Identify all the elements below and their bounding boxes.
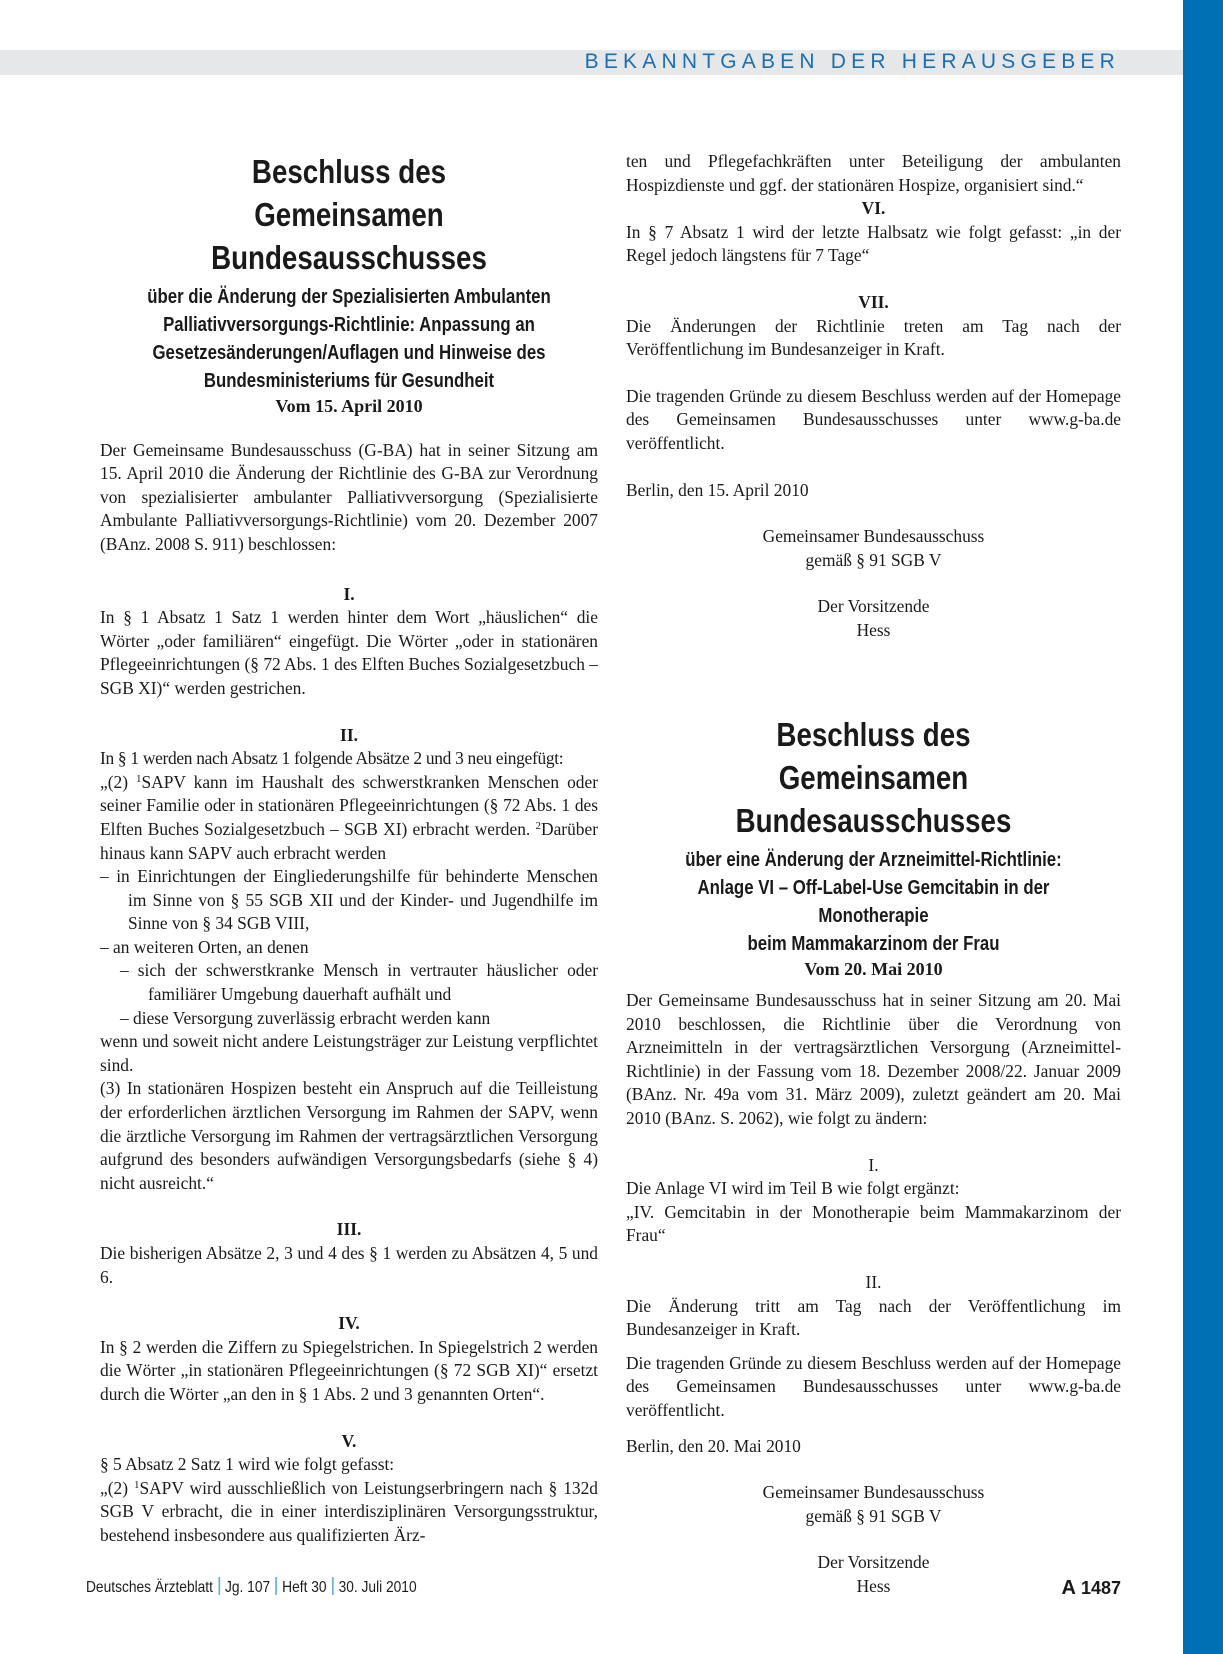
signature-name: Hess — [856, 619, 891, 640]
article1-subtitle-line: Gesetzesänderungen/Auflagen und Hinweise des — [152, 342, 546, 364]
right-column — [626, 150, 1121, 1599]
article2-subtitle-line: Anlage VI – Off-Label-Use Gemcitabin in der Monotherapie — [697, 876, 1050, 927]
article2-section-1-text: Die Anlage VI wird im Teil B wie folgt ergänzt: — [626, 1178, 960, 1199]
article1-section-5-text: „(2) $^1$SAPV wird ausschließlich von Leistungserbringern nach § 132d SGB V erbracht, die in einer interdisziplinären Versorgungsstruktur, bestehend insbesondere aus qualifizierten Ärz- — [100, 1477, 598, 1545]
article1-subdash-item: – sich der schwerstkranke Mensch in vertrauter häuslicher oder familiärer Umgebung dauerhaft aufhält und — [120, 960, 598, 1005]
article2-header — [626, 713, 1121, 958]
article1-dash-item: – an weiteren Orten, an denen — [100, 936, 309, 957]
article1-section-2-paragraph-2: „(2) $^1$SAPV kann im Haushalt des schwerstkranken Menschen oder seiner Familie oder in stationären Pflegeeinrichtungen (§ 72 Abs. 1 des Elften Buches Sozialgesetzbuch – SGB XI) erbracht werden. $^2$Darüber hinaus kann SAPV auch erbracht werden — [100, 771, 598, 863]
article1-title-line1: Beschluss des — [251, 153, 447, 190]
article1-section-6-text: In § 7 Absatz 1 wird der letzte Halbsatz wie folgt gefasst: „in der Regel jedoch längstens für 7 Tage“ — [626, 221, 1121, 266]
signature-role: Der Vorsitzende — [817, 1552, 930, 1573]
article1-section-3-text: Die bisherigen Absätze 2, 3 und 4 des § 1 werden zu Absätzen 4, 5 und 6. — [100, 1243, 598, 1287]
article1-signature — [626, 525, 1121, 642]
article2-section-1-heading: I. — [868, 1154, 879, 1175]
article2-subtitle — [626, 846, 1121, 958]
article2-title-line1: Beschluss des — [776, 715, 971, 753]
footer-citation — [86, 1573, 417, 1603]
article1-section-4-text: In § 2 werden die Ziffern zu Spiegelstrichen. In Spiegelstrich 2 werden die Wörter „in stationären Pflegeeinrichtungen (§ 72 SGB XI)“ ersetzt durch die Wörter „an den in § 1 Abs. 2 und 3 genannten Orten“. — [100, 1336, 598, 1404]
article1-intro: Der Gemeinsame Bundesausschuss (G-BA) hat in seiner Sitzung am 15. April 2010 die Änderung der Richtlinie des G-BA zur Verordnung von spezialisierter ambulanter Palliativversorgung (Spezialisierte Ambulante Palliativversorgungs-Richtlinie) vom 20. Dezember 2007 (BAnz. 2008 S. 911) beschlossen: — [100, 439, 598, 554]
signature-name: Hess — [856, 1575, 891, 1596]
article1-section-5-continuation: ten und Pflegefachkräften unter Beteiligung der ambulanten Hospizdienste und ggf. der stationären Hospize, organisiert sind.“ — [626, 151, 1121, 195]
article2-section-2-heading: II. — [865, 1272, 882, 1293]
article1-section-2-paragraph-3: (3) In stationären Hospizen besteht ein Anspruch auf die Teilleistung der erforderlichen ärztlichen Versorgung im Rahmen der SAPV, wenn die ärztliche Versorgung im Rahmen der vertragsärztlichen Versorgung aufgrund des besonders aufwändigen Versorgungsbedarfs (siehe § 4) nicht ausreicht.“ — [100, 1078, 598, 1193]
signature-role: Der Vorsitzende — [817, 596, 930, 617]
article1-subtitle-line: Palliativversorgungs-Richtlinie: Anpassung an — [163, 314, 535, 336]
article1-section-7-text: Die Änderungen der Richtlinie treten am Tag nach der Veröffentlichung im Bundesanzeiger in Kraft. — [626, 315, 1121, 360]
page-number: A 1487 — [1061, 1577, 1121, 1599]
article1-title-line2: Gemeinsamen Bundesausschusses — [211, 196, 487, 276]
article1-section-1-heading: I. — [343, 583, 355, 604]
footer-issue: Heft 30 — [282, 1579, 327, 1596]
page-footer — [86, 1573, 1121, 1603]
article2-date: Vom 20. Mai 2010 — [804, 958, 943, 979]
side-color-band — [1183, 0, 1223, 1654]
article2-reasons: Die tragenden Gründe zu diesem Beschluss werden auf der Homepage des Gemeinsamen Bundesausschusses unter www.g-ba.de veröffentlicht. — [626, 1352, 1121, 1420]
article2-intro: Der Gemeinsame Bundesausschuss hat in seiner Sitzung am 20. Mai 2010 beschlossen, die Richtlinie über die Verordnung von Arzneimitteln in der vertragsärztlichen Versorgung (Arzneimittel-Richtlinie) in der Fassung vom 18. Dezember 2008/22. Januar 2009 (BAnz. Nr. 49a vom 31. März 2009), zuletzt geändert am 20. Mai 2010 (BAnz. S. 2062), wie folgt zu ändern: — [626, 990, 1121, 1129]
article2-section-1-quote: „IV. Gemcitabin in der Monotherapie beim Mammakarzinom der Frau“ — [626, 1201, 1121, 1246]
article1-date: Vom 15. April 2010 — [275, 396, 423, 416]
footer-separator — [332, 1577, 334, 1595]
signature-legal-basis: gemäß § 91 SGB V — [805, 1505, 942, 1526]
article1-subdash-item: – diese Versorgung zuverlässig erbracht werden kann — [120, 1007, 491, 1028]
footer-date: 30. Juli 2010 — [338, 1579, 417, 1596]
article1-section-4-heading: IV. — [338, 1313, 360, 1334]
signature-legal-basis: gemäß § 91 SGB V — [805, 549, 942, 570]
article2-place-date: Berlin, den 20. Mai 2010 — [626, 1435, 801, 1456]
article1-section-5-heading: V. — [341, 1430, 357, 1451]
article1-place-date: Berlin, den 15. April 2010 — [626, 479, 809, 500]
article1-section-3-heading: III. — [336, 1219, 362, 1240]
article2-subtitle-line: beim Mammakarzinom der Frau — [747, 932, 1000, 955]
article2-subtitle-line: über eine Änderung der Arzneimittel-Richtlinie: — [685, 848, 1062, 871]
footer-journal: Deutsches Ärzteblatt — [86, 1579, 213, 1596]
article1-section-2-heading: II. — [340, 724, 358, 745]
article1-subtitle-line: Bundesministeriums für Gesundheit — [203, 370, 495, 392]
article1-section-2-intro: In § 1 werden nach Absatz 1 folgende Absätze 2 und 3 neu eingefügt: — [100, 748, 564, 769]
footer-volume: Jg. 107 — [224, 1579, 271, 1596]
left-column — [100, 150, 598, 1548]
article2-section-2-text: Die Änderung tritt am Tag nach der Veröffentlichung im Bundesanzeiger in Kraft. — [626, 1295, 1121, 1340]
article1-reasons: Die tragenden Gründe zu diesem Beschluss werden auf der Homepage des Gemeinsamen Bundesausschusses unter www.g-ba.de veröffentlicht. — [626, 385, 1121, 453]
article1-subtitle — [100, 283, 598, 395]
article1-dash-item: – in Einrichtungen der Eingliederungshilfe für behinderte Menschen im Sinne von § 55 SGB XII und der Kinder- und Jugendhilfe im Sinne von § 34 SGB VIII, — [100, 866, 598, 934]
article1-section-6-heading: VI. — [861, 198, 886, 219]
section-label: BEKANNTGABEN DER HERAUSGEBER — [584, 50, 1120, 73]
article1-section-7-heading: VII. — [858, 291, 889, 312]
footer-separator — [275, 1577, 277, 1595]
article1-section-5-intro: § 5 Absatz 2 Satz 1 wird wie folgt gefasst: — [100, 1454, 395, 1475]
article1-subtitle-line: über die Änderung der Spezialisierten Ambulanten — [147, 286, 551, 308]
article2-title-line2: Gemeinsamen Bundesausschusses — [735, 758, 1012, 839]
footer-separator — [218, 1577, 220, 1595]
signature-organization: Gemeinsamer Bundesausschuss — [762, 526, 985, 547]
signature-organization: Gemeinsamer Bundesausschuss — [762, 1482, 985, 1503]
article1-section-1-text: In § 1 Absatz 1 Satz 1 werden hinter dem Wort „häuslichen“ die Wörter „oder familiären“ eingefügt. Die Wörter „oder in stationären Pflegeeinrichtungen (§ 72 Abs. 1 des Elften Buches Sozialgesetzbuch – SGB XI)“ werden gestrichen. — [100, 607, 598, 698]
article1-section-2-after: wenn und soweit nicht andere Leistungsträger zur Leistung verpflichtet sind. — [100, 1031, 598, 1075]
